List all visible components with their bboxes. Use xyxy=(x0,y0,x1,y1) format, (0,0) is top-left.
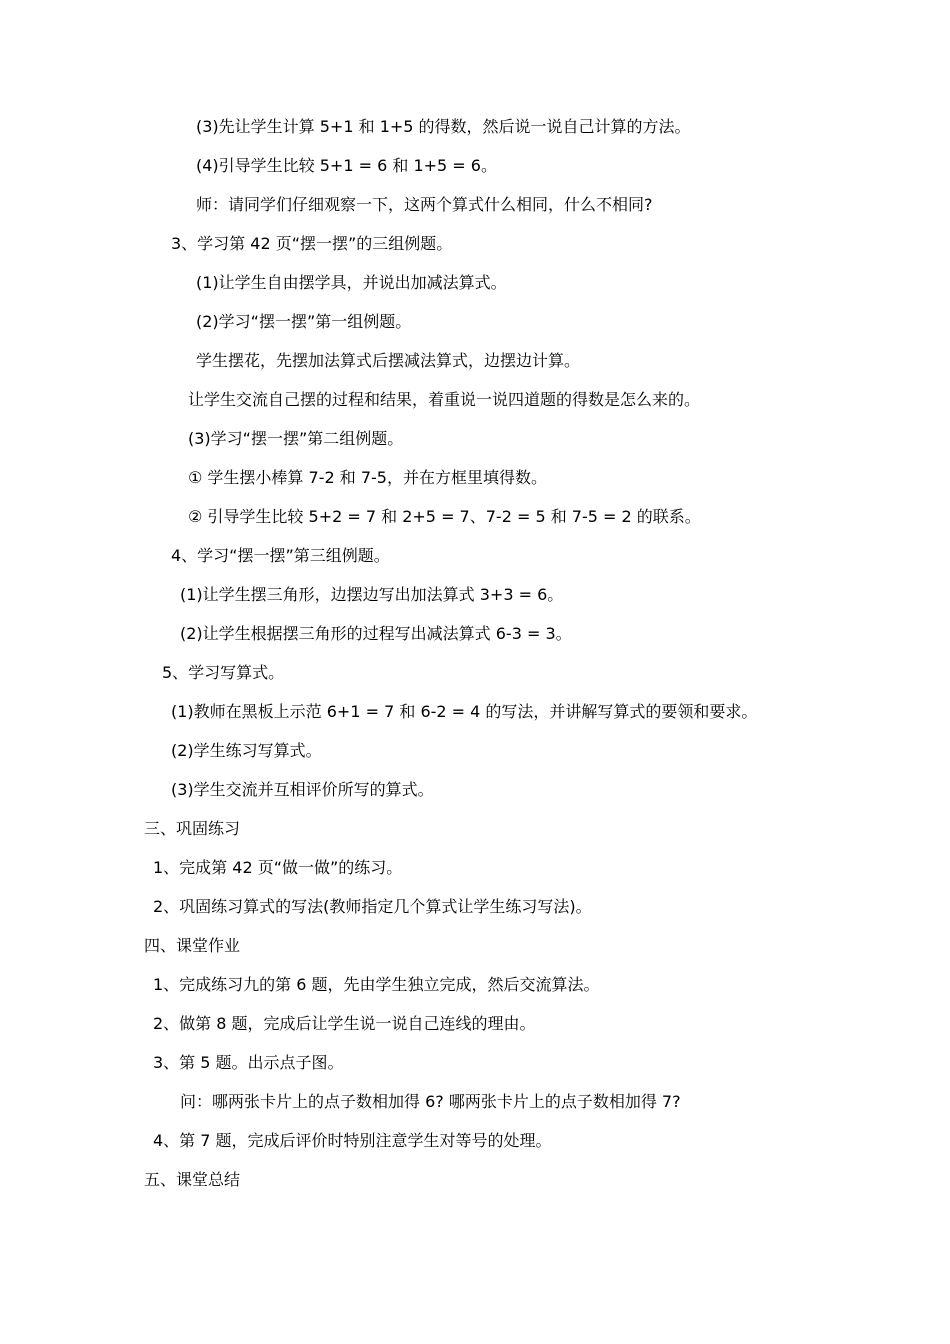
chapter-heading: 五、课堂总结 xyxy=(144,1170,241,1189)
text-line: (1)教师在黑板上示范 6+1 = 7 和 6-2 = 4 的写法，并讲解写算式的要领和要求。 xyxy=(171,702,758,721)
chapter-heading: 四、课堂作业 xyxy=(144,936,241,955)
text-line: 1、完成练习九的第 6 题，先由学生独立完成，然后交流算法。 xyxy=(153,975,600,994)
text-line: (2)让学生根据摆三角形的过程写出减法算式 6-3 = 3。 xyxy=(180,624,572,643)
section-heading: 3、学习第 42 页“摆一摆”的三组例题。 xyxy=(171,234,453,253)
chapter-heading: 三、巩固练习 xyxy=(144,819,241,838)
text-line: (3)先让学生计算 5+1 和 1+5 的得数，然后说一说自己计算的方法。 xyxy=(196,117,691,136)
text-line: 让学生交流自己摆的过程和结果，着重说一说四道题的得数是怎么来的。 xyxy=(188,390,701,409)
text-line: 师：请同学们仔细观察一下，这两个算式什么相同，什么不相同? xyxy=(196,195,653,214)
text-line: 问：哪两张卡片上的点子数相加得 6? 哪两张卡片上的点子数相加得 7? xyxy=(180,1092,681,1111)
section-heading: 5、学习写算式。 xyxy=(162,663,285,682)
text-line: 1、完成第 42 页“做一做”的练习。 xyxy=(153,858,403,877)
text-line: 2、做第 8 题，完成后让学生说一说自己连线的理由。 xyxy=(153,1014,536,1033)
text-line: (2)学生练习写算式。 xyxy=(171,741,322,760)
text-line: (1)让学生自由摆学具，并说出加减法算式。 xyxy=(196,273,507,292)
text-line: 3、第 5 题。出示点子图。 xyxy=(153,1053,344,1072)
text-line: (1)让学生摆三角形，边摆边写出加法算式 3+3 = 6。 xyxy=(180,585,564,604)
text-line: 2、巩固练习算式的写法(教师指定几个算式让学生练习写法)。 xyxy=(153,897,592,916)
text-line: 学生摆花，先摆加法算式后摆减法算式，边摆边计算。 xyxy=(196,351,581,370)
text-line: (2)学习“摆一摆”第一组例题。 xyxy=(196,312,412,331)
section-heading: 4、学习“摆一摆”第三组例题。 xyxy=(171,546,390,565)
text-line: ① 学生摆小棒算 7-2 和 7-5，并在方框里填得数。 xyxy=(188,468,547,487)
text-line: 4、第 7 题，完成后评价时特别注意学生对等号的处理。 xyxy=(153,1131,552,1150)
text-line: (3)学生交流并互相评价所写的算式。 xyxy=(171,780,434,799)
text-line: (4)引导学生比较 5+1 = 6 和 1+5 = 6。 xyxy=(196,156,497,175)
text-line: (3)学习“摆一摆”第二组例题。 xyxy=(188,429,404,448)
text-line: ② 引导学生比较 5+2 = 7 和 2+5 = 7、7-2 = 5 和 7-5 = 2 的联系。 xyxy=(188,507,701,526)
